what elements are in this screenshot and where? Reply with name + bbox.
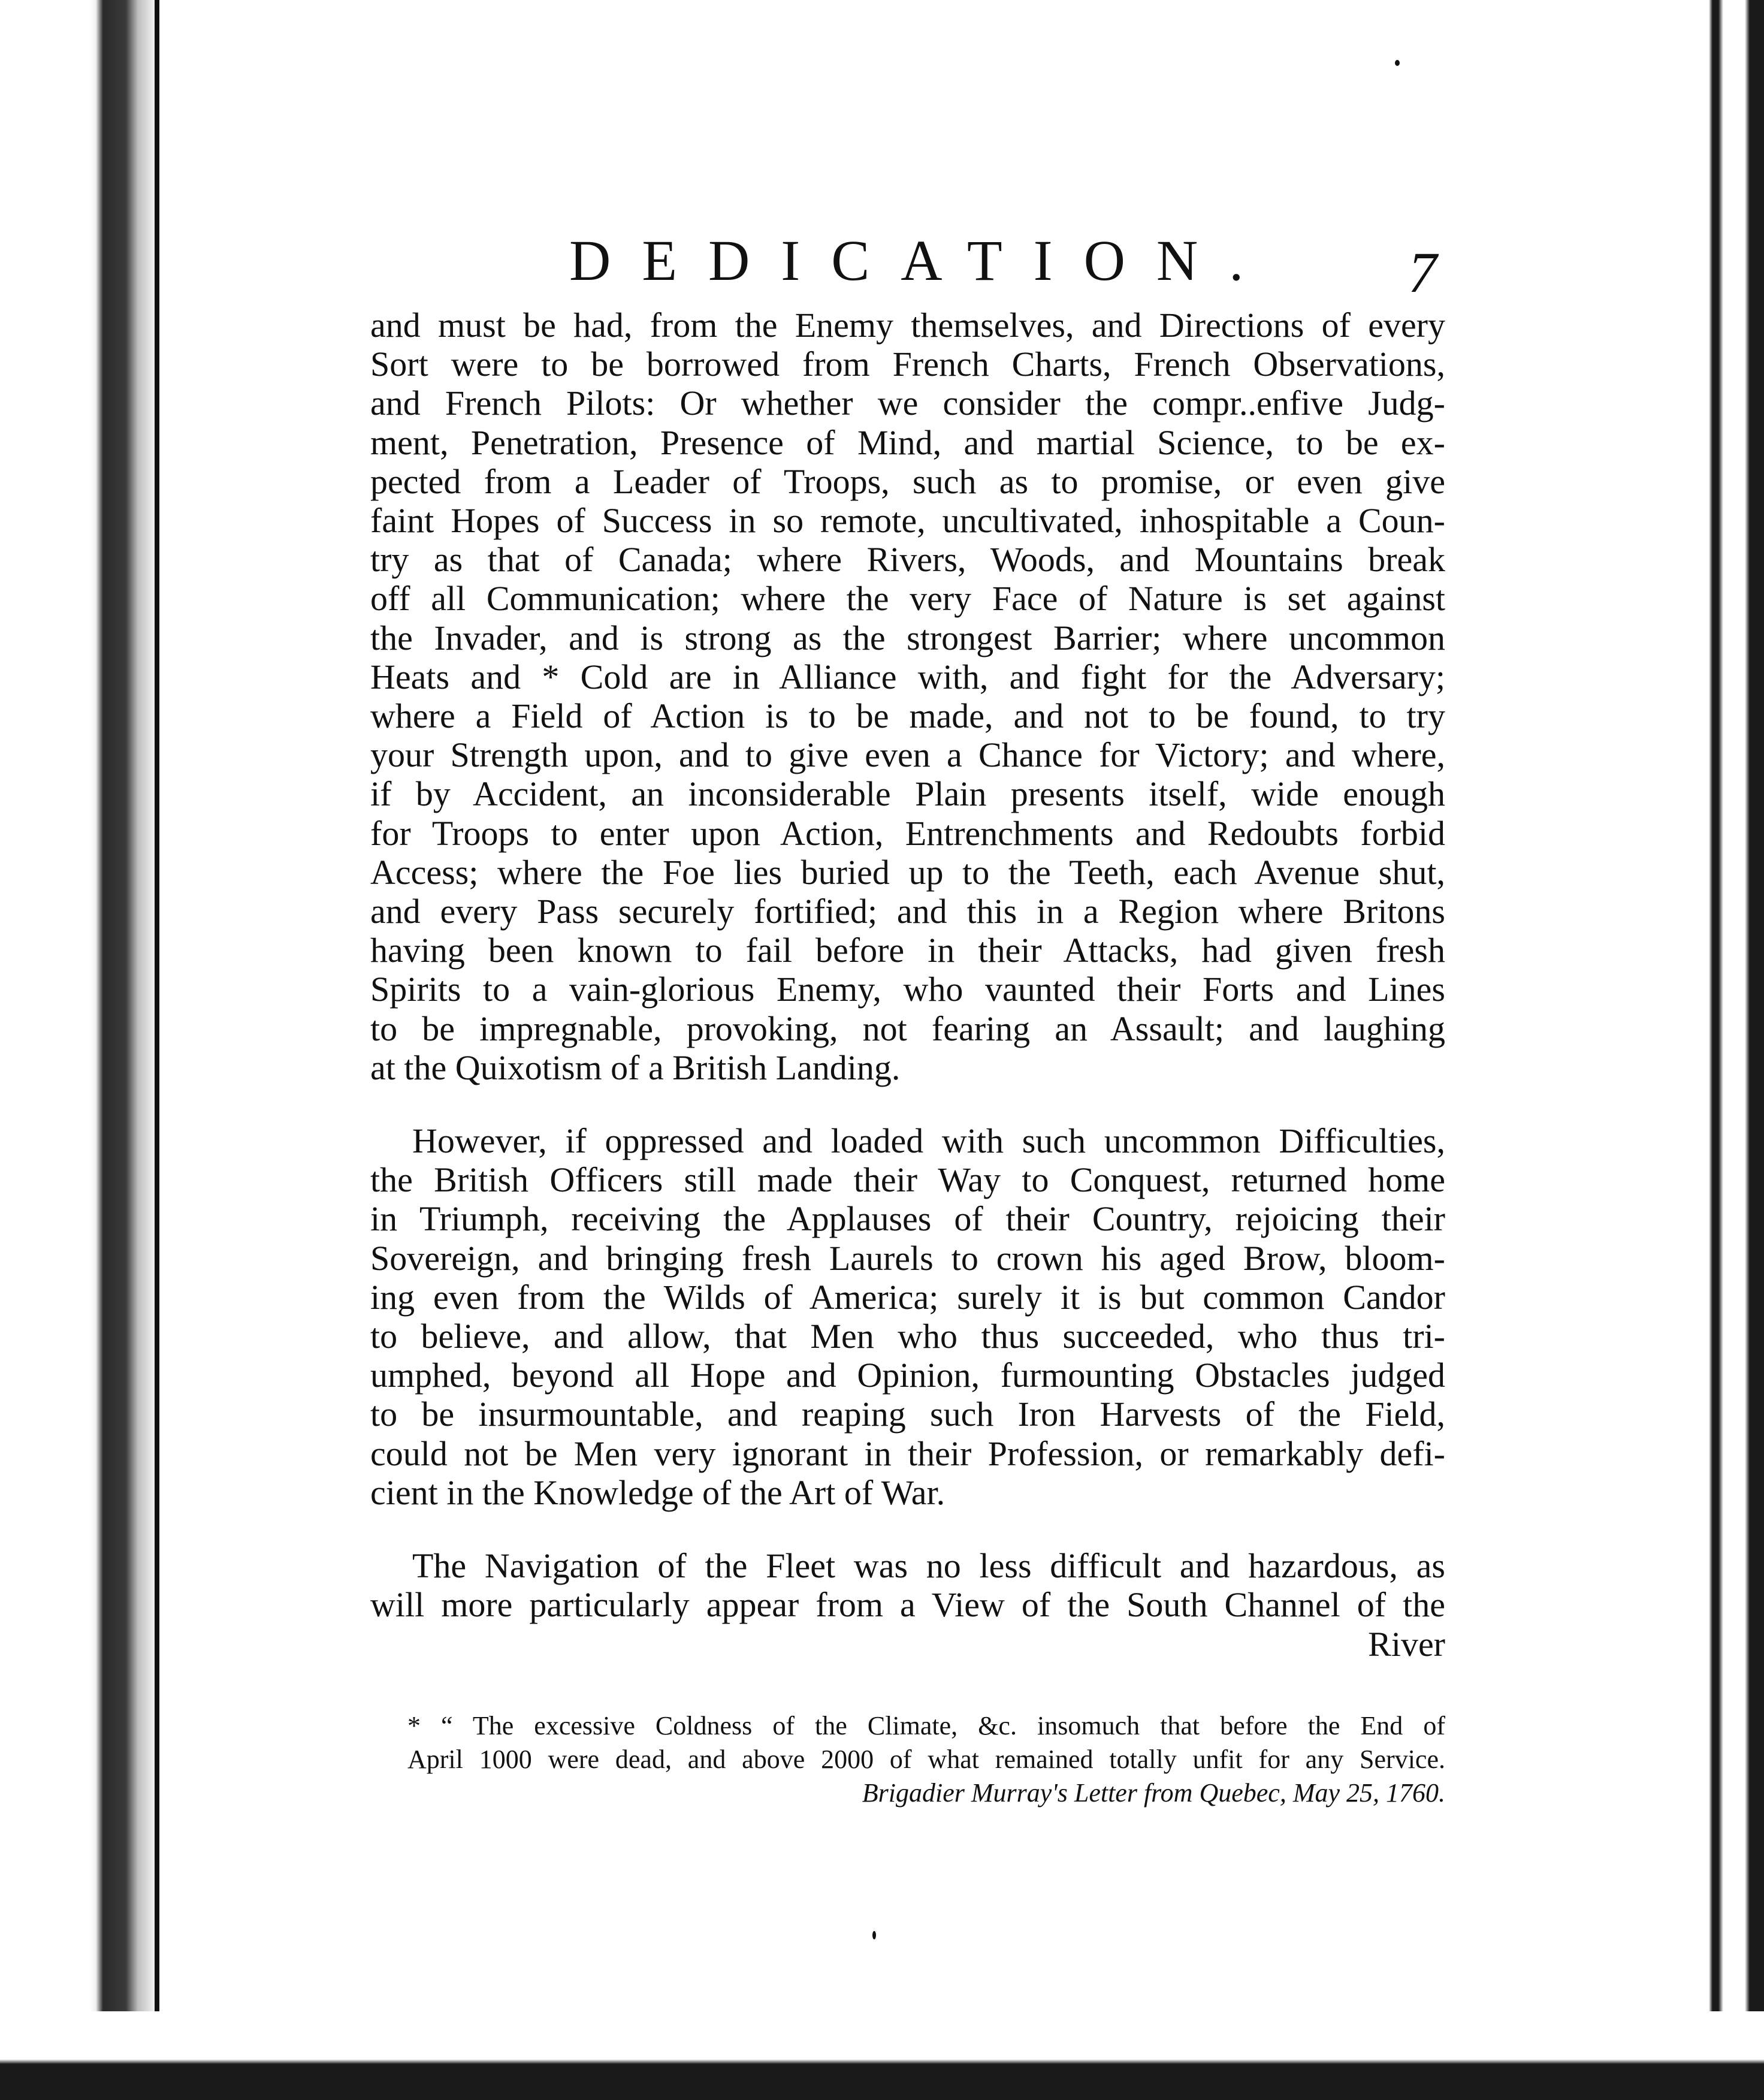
- text-line: to believe, and allow, that Men who thus succeeded, who thus tri-: [370, 1317, 1445, 1356]
- footnote: [407, 1709, 1445, 1810]
- scan-left-edge: [0, 0, 165, 2100]
- text-line: However, if oppressed and loaded with such uncommon Difficulties,: [412, 1121, 1445, 1161]
- page-number: 7: [1408, 240, 1437, 304]
- text-line: ing even from the Wilds of America; surely it is but common Candor: [370, 1277, 1445, 1317]
- running-head: DEDICATION.: [569, 228, 1275, 292]
- text-line: at the Quixotism of a British Landing.: [370, 1048, 901, 1087]
- text-line: off all Communication; where the very Face of Nature is set against: [370, 579, 1445, 618]
- body-text: [370, 306, 1445, 1664]
- text-line: the Invader, and is strong as the strongest Barrier; where uncommon: [370, 618, 1445, 657]
- text-line: and must be had, from the Enemy themselves, and Directions of every: [370, 306, 1445, 345]
- text-line: the British Officers still made their Way to Conquest, returned home: [370, 1160, 1445, 1200]
- paragraph-2: [370, 1121, 1445, 1512]
- paragraph-1: [370, 306, 1445, 1087]
- text-line: Access; where the Foe lies buried up to the Teeth, each Avenue shut,: [370, 852, 1445, 892]
- scan-right-edge: [1709, 0, 1764, 2100]
- text-line: Sort were to be borrowed from French Charts, French Observations,: [370, 345, 1445, 384]
- text-line: to be impregnable, provoking, not fearing an Assault; and laughing: [370, 1009, 1445, 1048]
- footnote-line: * “ The excessive Coldness of the Climate, &c. insomuch that before the End of: [407, 1711, 1445, 1740]
- text-line: in Triumph, receiving the Applauses of their Country, rejoicing their: [370, 1199, 1445, 1239]
- paragraph-spacer: [370, 1512, 1445, 1546]
- footnote-attribution: Brigadier Murray's Letter from Quebec, May 25, 1760.: [862, 1778, 1445, 1808]
- text-line: pected from a Leader of Troops, such as to promise, or even give: [370, 461, 1445, 501]
- text-line: could not be Men very ignorant in their Profession, or remarkably defi-: [370, 1434, 1445, 1473]
- text-line: where a Field of Action is to be made, and not to be found, to try: [370, 696, 1445, 736]
- text-line: faint Hopes of Success in so remote, uncultivated, inhospitable a Coun-: [370, 501, 1445, 541]
- ink-speck: [872, 1931, 876, 1939]
- paragraph-3: [370, 1546, 1445, 1664]
- scan-bottom-edge: [0, 2011, 1764, 2100]
- text-line: ment, Penetration, Presence of Mind, and martial Science, to be ex-: [370, 423, 1445, 462]
- text-line: try as that of Canada; where Rivers, Woods, and Mountains break: [370, 540, 1445, 580]
- text-line: cient in the Knowledge of the Art of War.: [370, 1473, 946, 1512]
- text-line: to be insurmountable, and reaping such Iron Harvests of the Field,: [370, 1395, 1445, 1434]
- text-line: if by Accident, an inconsiderable Plain presents itself, wide enough: [370, 774, 1445, 814]
- text-line: for Troops to enter upon Action, Entrenchments and Redoubts forbid: [370, 813, 1445, 853]
- footnote-line: April 1000 were dead, and above 2000 of what remained totally unfit for any Service.: [407, 1745, 1445, 1774]
- text-line: Heats and * Cold are in Alliance with, and fight for the Adversary;: [370, 657, 1445, 696]
- text-line: will more particularly appear from a View of the South Channel of the: [370, 1585, 1445, 1625]
- text-line: having been known to fail before in their Attacks, had given fresh: [370, 931, 1445, 970]
- text-line: your Strength upon, and to give even a Chance for Victory; and where,: [370, 735, 1445, 775]
- text-line: Spirits to a vain-glorious Enemy, who vaunted their Forts and Lines: [370, 970, 1445, 1009]
- text-line: Sovereign, and bringing fresh Laurels to crown his aged Brow, bloom-: [370, 1238, 1445, 1278]
- ink-speck: [1395, 60, 1400, 66]
- text-line: umphed, beyond all Hope and Opinion, furmounting Obstacles judged: [370, 1356, 1445, 1395]
- paragraph-spacer: [370, 1087, 1445, 1121]
- text-line: and every Pass securely fortified; and this in a Region where Britons: [370, 892, 1445, 931]
- text-line: and French Pilots: Or whether we consider the compr..enfive Judg-: [370, 384, 1445, 423]
- catchword: River: [1368, 1624, 1445, 1664]
- text-line: The Navigation of the Fleet was no less difficult and hazardous, as: [412, 1546, 1445, 1586]
- scan-left-rule: [155, 0, 159, 2100]
